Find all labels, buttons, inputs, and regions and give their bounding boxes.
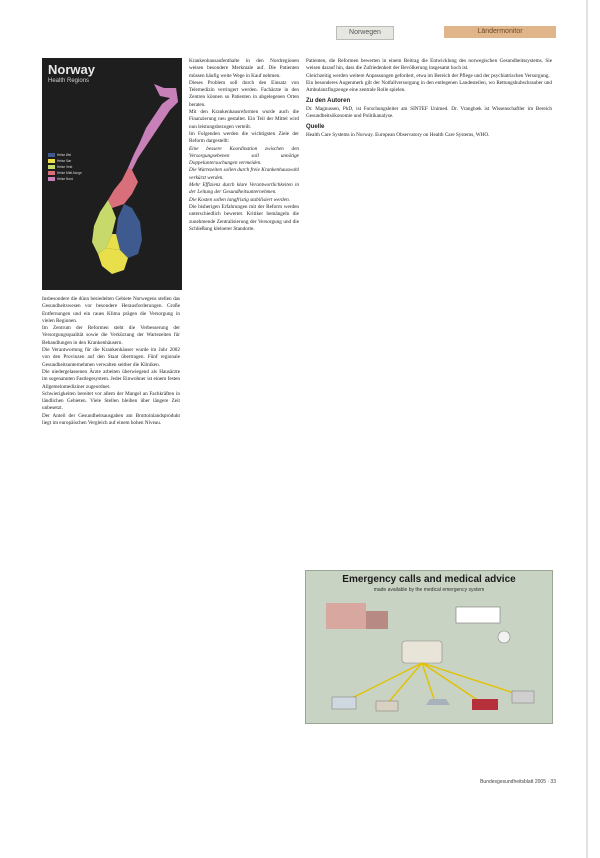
paragraph: Die bisherigen Erfahrungen mit der Reform werden unterschiedlich bewertet. Kritiker bemängeln die zunehmende Zentralisierung der Versorgung und die Schließung kleinerer Standorte. xyxy=(189,203,299,232)
norway-health-regions-map xyxy=(42,58,182,290)
legend-label: Helse Sør xyxy=(57,159,72,163)
sources-text: Health Care Systems in Norway. European Observatory on Health Care Systems, WHO. xyxy=(306,131,490,138)
ambulance-icon xyxy=(332,697,356,709)
paragraph: Dieses Problem soll durch den Einsatz von Telemedizin verringert werden. Fachärzte in den Zentren können so Patienten in abgelegenen Orten beraten. xyxy=(189,79,299,108)
authors-text: Dr. Magnussen, PhD, ist Forschungsleiter am SINTEF Unimed. Dr. Vrangbæk ist Wissenschaftler im Bereich Gesundheitsökonomie und Politikanalyse. xyxy=(306,105,552,120)
section-tab-right: Ländermonitor xyxy=(444,26,556,38)
section-tab-left: Norwegen xyxy=(336,26,394,40)
legend-label: Helse Midt-Norge xyxy=(57,171,82,175)
paragraph: Die Verantwortung für die Krankenhäuser wurde im Jahr 2002 von den Provinzen auf den Staat übertragen. Fünf regionale Gesundheitsunternehmen verwalten seither die Kliniken. xyxy=(42,347,180,368)
signal-lines xyxy=(346,663,520,705)
legend-swatch xyxy=(48,165,55,169)
emergency-figure-subtitle: made available by the medical emergency system xyxy=(373,587,485,593)
map-title: Norway xyxy=(48,62,95,77)
map-subtitle: Health Regions xyxy=(48,78,90,84)
paragraph: Insbesondere die dünn besiedelten Gebiete Norwegens stellen das Gesundheitswesen vor besondere Herausforderungen. Große Entfernungen und ein raues Klima prägen die Versorgung in vielen Regionen. xyxy=(42,296,180,324)
paragraph: Im Folgenden werden die wichtigsten Ziele der Reform dargestellt: xyxy=(189,130,299,145)
list-item: Eine bessere Koordination zwischen den Versorgungsebenen soll unnötige Doppeluntersuchungen vermeiden. xyxy=(189,145,299,167)
left-text-column xyxy=(42,296,180,768)
paragraph: Die niedergelassenen Ärzte arbeiten überwiegend als Hausärzte im sogenannten Fastlegesystem. Jeder Einwohner ist einem festen Allgemeinmediziner zugeordnet. xyxy=(42,368,180,390)
paragraph: Der Anteil der Gesundheitsausgaben am Bruttoinlandsprodukt liegt im europäischen Vergleich auf einem hohen Niveau. xyxy=(42,412,180,427)
legend-swatch xyxy=(48,177,55,181)
emergency-center-icon xyxy=(402,641,442,663)
doctor-car-icon xyxy=(376,701,398,711)
emergency-network-illustration xyxy=(306,597,552,721)
legend-label: Helse Nord xyxy=(57,177,73,181)
paragraph: Im Zentrum der Reformen steht die Verbesserung der Versorgungsqualität sowie die Verkürzung der Wartezeiten für Behandlungen in den Krankenhäusern. xyxy=(42,325,180,346)
helicopter-icon xyxy=(426,699,450,705)
emergency-figure-title: Emergency calls and medical advice xyxy=(342,574,516,585)
ambulance-boat-icon xyxy=(472,699,498,710)
right-text-column xyxy=(306,58,552,564)
legend-item xyxy=(48,176,96,182)
scan-edge xyxy=(586,0,588,858)
legend-swatch xyxy=(48,153,55,157)
hospital-building-icon xyxy=(326,603,366,629)
phone-panel-icon xyxy=(456,607,500,623)
hospital-wing-icon xyxy=(366,611,388,629)
sources-heading: Quelle xyxy=(306,124,325,131)
list-item: Mehr Effizienz durch klare Verantwortlichkeiten in der Leitung der Gesundheitsunternehmen. xyxy=(189,182,299,196)
authors-heading: Zu den Autoren xyxy=(306,98,351,105)
list-item: Die Wartezeiten sollen durch freie Krankenhauswahl verkürzt werden. xyxy=(189,167,299,181)
aircraft-icon xyxy=(512,691,534,703)
paragraph: Krankenhausaufenthalte in den Nordregionen weisen besondere Merkmale auf. Die Patienten müssen häufig weite Wege in Kauf nehmen. xyxy=(189,58,299,79)
paragraph: Patienten, die Reformen bewerten in einem Beitrag die Entwicklung des norwegischen Gesundheitssystems. Sie weisen darauf hin, dass die Zufriedenheit der Bevölkerung insgesamt hoch ist. xyxy=(306,58,552,72)
legend-label: Helse Øst xyxy=(57,153,71,157)
page-footer: Bundesgesundheitsblatt 2005 · 33 xyxy=(480,779,556,785)
legend-label: Helse Vest xyxy=(57,165,73,169)
legend-swatch xyxy=(48,159,55,163)
emergency-figure xyxy=(305,570,553,724)
paragraph: Schwierigkeiten bereitet vor allem der Mangel an Fachkräften in ländlichen Gebieten. Viele Stellen bleiben über längere Zeit unbesetzt. xyxy=(42,390,180,412)
list-item: Die Kosten sollen langfristig stabilisiert werden. xyxy=(189,196,290,203)
paragraph: Gleichzeitig werden weitere Anpassungen gefordert, etwa im Bereich der Pflege und der psychiatrischen Versorgung. xyxy=(306,72,550,79)
middle-text-column xyxy=(189,58,299,766)
paragraph: Ein besonderes Augenmerk gilt der Notfallversorgung in den entlegenen Landesteilen, wo Rettungshubschrauber und Ambulanzflugzeuge eine zentrale Rolle spielen. xyxy=(306,79,552,94)
map-legend xyxy=(48,152,96,182)
phone-icon xyxy=(498,631,510,643)
paragraph: Mit den Krankenhausreformen wurde auch die Finanzierung neu gestaltet. Ein Teil der Mittel wird nun leistungsbezogen verteilt. xyxy=(189,109,299,130)
legend-swatch xyxy=(48,171,55,175)
